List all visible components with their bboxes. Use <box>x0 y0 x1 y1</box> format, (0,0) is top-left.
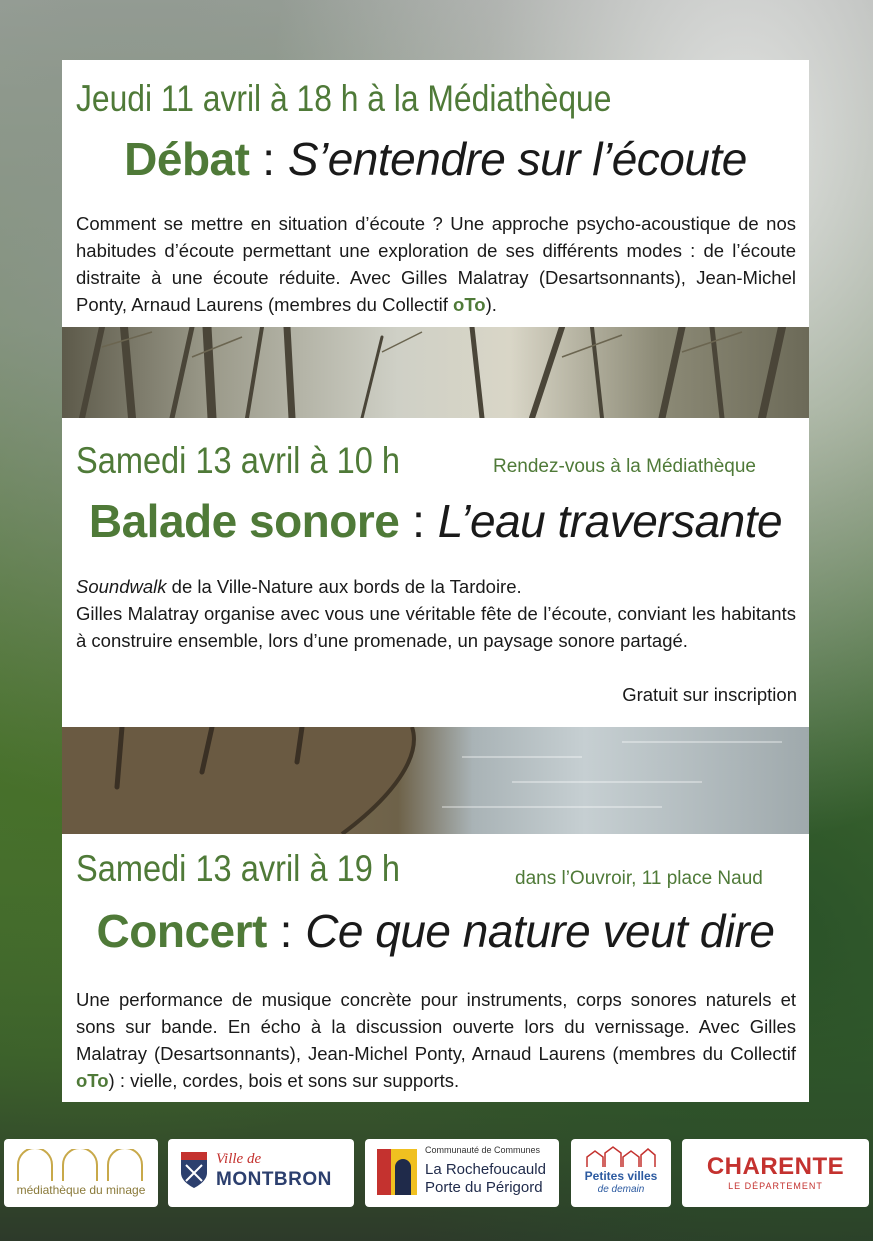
charente-name: CHARENTE <box>706 1153 845 1180</box>
cc-rochefoucauld-logo <box>365 1139 559 1207</box>
petites-villes-name: Petites villes <box>584 1169 658 1183</box>
mediatheque-logo <box>4 1139 158 1207</box>
oto-collective-name: oTo <box>453 294 486 315</box>
event-balade-location: Rendez-vous à la Médiathèque <box>493 456 757 477</box>
montbron-name: MONTBRON <box>216 1169 332 1190</box>
mediatheque-name: médiathèque du minage <box>16 1183 146 1197</box>
cc-name-line2: Porte du Périgord <box>425 1179 543 1196</box>
soundwalk-term: Soundwalk <box>76 576 167 597</box>
petites-villes-logo <box>571 1139 671 1207</box>
forest-trees-illustration <box>62 327 809 418</box>
event-debat-description <box>76 210 796 318</box>
event-balade-date: Samedi 13 avril à 10 h <box>76 440 400 481</box>
event-balade-title-line <box>62 494 809 548</box>
riverbank-illustration <box>62 727 809 834</box>
event-debat-title-line <box>62 132 809 186</box>
event-concert-panel <box>62 834 809 1102</box>
event-debat-text-end: ). <box>485 294 497 315</box>
montbron-prefix: Ville de <box>216 1151 262 1167</box>
event-debat-date: Jeudi 11 avril à 18 h à la Médiathèque <box>76 78 612 119</box>
petites-villes-subtitle: de demain <box>597 1184 645 1195</box>
event-balade-description <box>76 573 796 654</box>
arches-icon <box>16 1149 146 1181</box>
tower-icon <box>377 1149 417 1195</box>
charente-subtitle: LE DÉPARTEMENT <box>728 1181 823 1191</box>
event-concert-title: Ce que nature veut dire <box>305 905 775 957</box>
event-debat-keyword: Débat <box>124 133 250 185</box>
event-concert-location: dans l’Ouvroir, 11 place Naud <box>515 868 763 889</box>
event-debat-separator: : <box>249 133 288 185</box>
event-balade-registration-note: Gratuit sur inscription <box>622 684 797 705</box>
event-balade-intro: de la Ville-Nature aux bords de la Tardoire. <box>166 576 522 597</box>
event-balade-text: Gilles Malatray organise avec vous une véritable fête de l’écoute, conviant les habitants à construire ensemble, lors d’une promenade, un paysage sonore partagé. <box>76 603 796 651</box>
event-concert-keyword: Concert <box>96 905 267 957</box>
montbron-logo <box>168 1139 354 1207</box>
village-icon <box>585 1145 657 1169</box>
event-concert-date: Samedi 13 avril à 19 h <box>76 848 400 889</box>
oto-collective-name: oTo <box>76 1070 109 1091</box>
charente-logo <box>682 1139 869 1207</box>
shield-icon <box>180 1151 208 1189</box>
event-concert-separator: : <box>266 905 306 957</box>
forest-photo <box>62 327 809 418</box>
event-concert-title-line <box>62 904 809 958</box>
event-concert-description <box>76 986 796 1094</box>
event-debat-panel <box>62 60 809 327</box>
cc-label: Communauté de Communes <box>425 1145 541 1155</box>
event-balade-keyword: Balade sonore <box>88 495 400 547</box>
event-balade-title: L’eau traversante <box>437 495 783 547</box>
event-balade-panel <box>62 418 809 727</box>
event-debat-text: Comment se mettre en situation d’écoute ? Une approche psycho-acoustique de nos habitudes d’écoute permettant une exploration de ses différents modes : de l’écoute distraite à une écoute réduite. Avec Gilles Malatray (Desartsonnants), Jean-Michel Ponty, Arnaud Laurens (membres du Collectif <box>76 213 796 315</box>
event-balade-separator: : <box>399 495 438 547</box>
event-debat-title: S’entendre sur l’écoute <box>287 133 747 185</box>
event-concert-text-end: ) : vielle, cordes, bois et sons sur supports. <box>108 1070 460 1091</box>
river-photo <box>62 727 809 834</box>
cc-name-line1: La Rochefoucauld <box>425 1161 546 1178</box>
event-concert-text: Une performance de musique concrète pour instruments, corps sonores naturels et sons sur bande. En écho à la discussion ouverte lors du vernissage. Avec Gilles Malatray (Desartsonnants), Jean-Michel Ponty, Arnaud Laurens (membres du Collectif <box>76 989 796 1064</box>
